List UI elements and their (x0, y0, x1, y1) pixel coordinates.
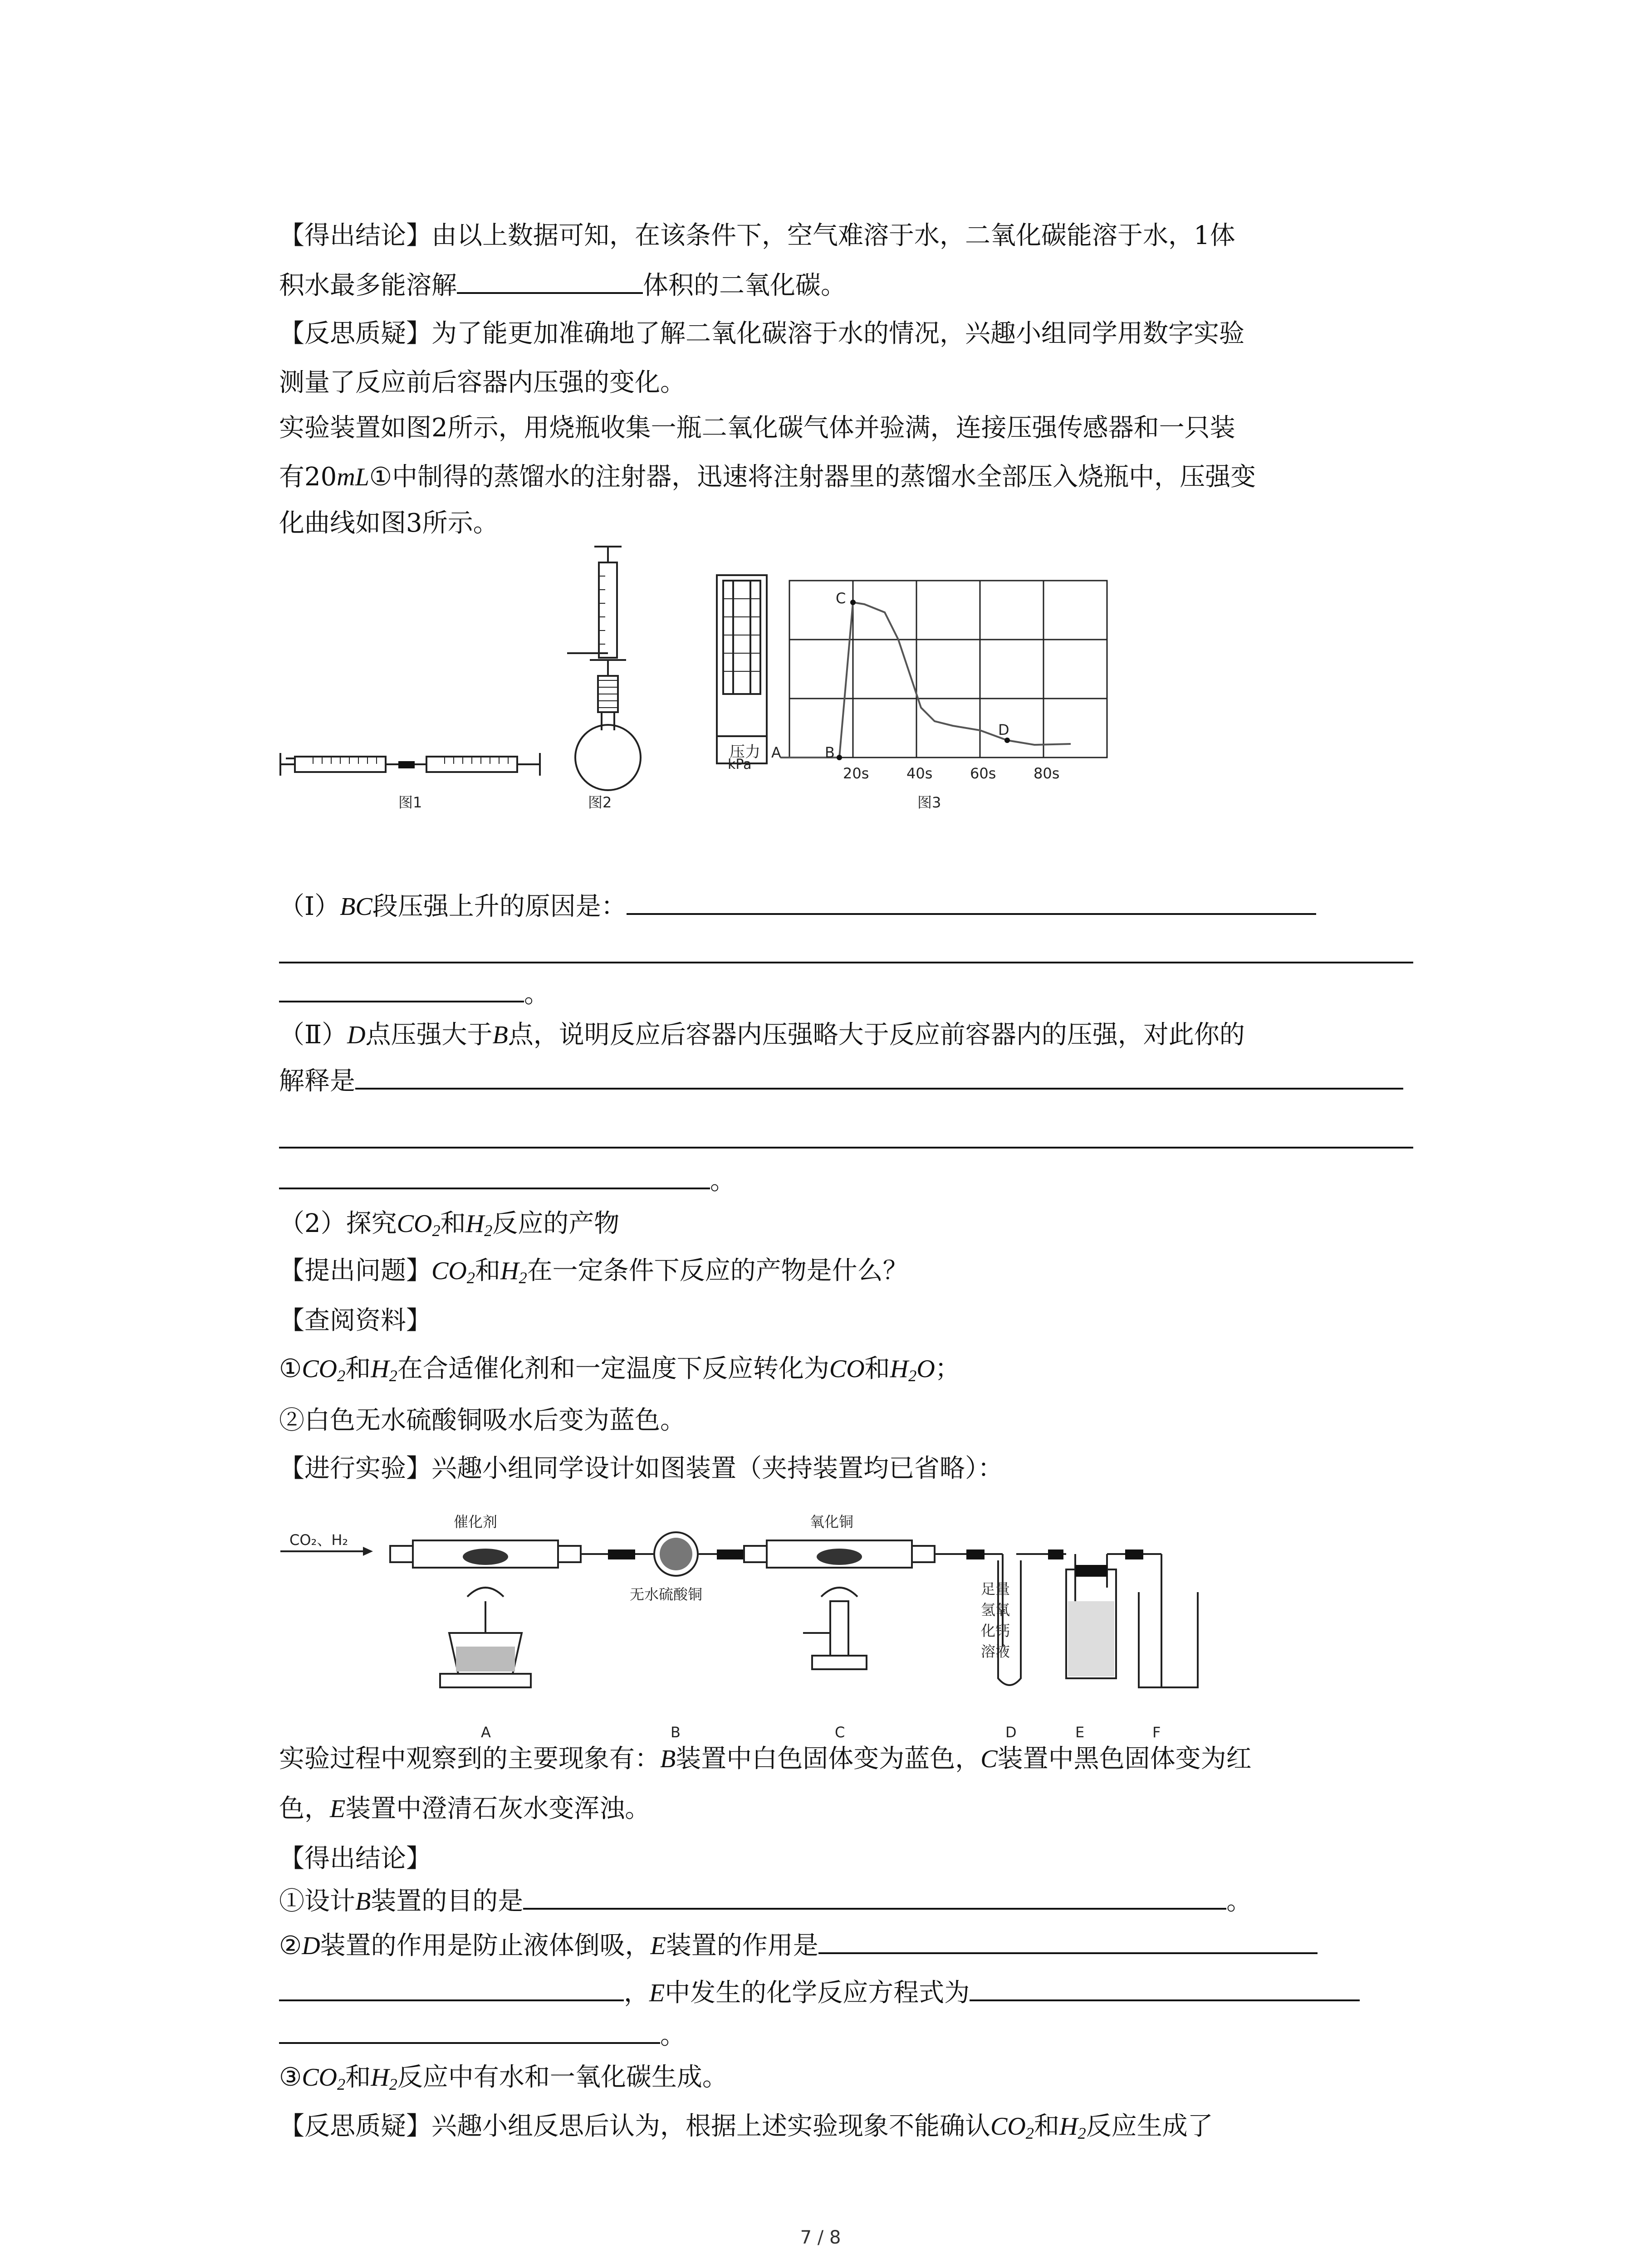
reference-item-1: $①CO_2$和$H_2$在合适催化剂和一定温度下反应转化为CO和$H_2O$； (279, 1354, 960, 1385)
conclusion-title: 【得出结论】 (279, 1844, 431, 1873)
pressure-sensor (717, 575, 767, 763)
apparatus-diagram (277, 1497, 1207, 1710)
question-2-line-2: 解释是 (279, 1061, 1403, 1100)
question-1-line-1: （Ⅰ）BC段压强上升的原因是： (279, 887, 1316, 926)
conclusion-item-2: ②D装置的作用是防止液体倒吸，E装置的作用是 (279, 1926, 1318, 1965)
setup-line-2: 有20mL①中制得的蒸馏水的注射器，迅速将注射器里的蒸馏水全部压入烧瓶中，压强变 (279, 462, 1256, 492)
figure-3-pressure-curve (708, 572, 1125, 789)
answer-line-d-explain-2[interactable] (279, 1147, 1413, 1149)
question-1-line-3: 。 (279, 974, 549, 1013)
beaker-f (1139, 1592, 1198, 1687)
part-2-title: （2）探究$CO_2$和$H_2$反应的产物 (279, 1209, 620, 1240)
apparatus-cuso4-label: 无水硫酸铜 (630, 1586, 703, 1603)
fig3-point-D: D (998, 721, 1009, 738)
apparatus-naoh-label: 足量 氢氧 化钙 溶液 (981, 1580, 1010, 1660)
reference-item-2: ②白色无水硫酸铜吸水后变为蓝色。 (279, 1406, 686, 1435)
station-label-f: F (1152, 1724, 1161, 1741)
apparatus-catalyst-label: 催化剂 (454, 1513, 498, 1530)
answer-blank-d-explain-3[interactable] (279, 1161, 710, 1189)
conclusion-item-2-line-3: 。 (279, 2016, 686, 2055)
sensor-label-pressure: 压力 (730, 743, 760, 761)
figure-2-caption: 图2 (588, 794, 612, 811)
answer-blank-e-equation[interactable] (970, 1973, 1360, 2001)
apparatus-cuo-label: 氧化铜 (810, 1513, 854, 1530)
experiment-intro: 【进行实验】兴趣小组同学设计如图装置（夹持装置均已省略）： (279, 1454, 1003, 1483)
fig3-tick-40s: 40s (906, 765, 933, 782)
fig3-point-A: A (771, 744, 781, 761)
reflection-line-2: 测量了反应前后容器内压强的变化。 (279, 368, 686, 397)
answer-blank-b-purpose[interactable] (523, 1882, 1226, 1910)
station-label-b: B (671, 1724, 681, 1741)
fig3-point-B: B (825, 744, 835, 761)
ask-question-line: 【提出问题】$CO_2$和$H_2$在一定条件下反应的产物是什么？ (279, 1256, 908, 1287)
fig3-tick-60s: 60s (970, 765, 996, 782)
conclusion-line-2: 积水最多能溶解 体积的二氧化碳。 (279, 266, 846, 305)
conclusion-line-1: 【得出结论】由以上数据可知，在该条件下，空气难溶于水，二氧化碳能溶于水，1体 (279, 221, 1235, 250)
conclusion-item-1: ①设计B装置的目的是 。 (279, 1882, 1252, 1921)
answer-blank-e-equation-2[interactable] (279, 2016, 660, 2044)
station-label-e: E (1075, 1724, 1085, 1741)
answer-blank-volume[interactable] (457, 266, 643, 294)
observation-line-2: 色，E装置中澄清石灰水变浑浊。 (279, 1794, 651, 1823)
apparatus-feed-label: CO₂、H₂ (289, 1531, 348, 1549)
station-label-c: C (835, 1724, 845, 1741)
answer-blank-e-role-2[interactable] (279, 1973, 624, 2001)
reflection-line-1: 【反思质疑】为了能更加准确地了解二氧化碳溶于水的情况，兴趣小组同学用数字实验 (279, 319, 1244, 348)
figure-2-flask (558, 540, 658, 794)
sensor-label-unit: kPa (728, 757, 752, 772)
answer-blank-d-explain[interactable] (355, 1061, 1403, 1090)
question-2-line-4: 。 (279, 1161, 735, 1200)
fig3-tick-20s: 20s (843, 765, 869, 782)
answer-blank-e-role[interactable] (818, 1926, 1318, 1954)
observation-line-1: 实验过程中观察到的主要现象有：B装置中白色固体变为蓝色，C装置中黑色固体变为红 (279, 1744, 1252, 1774)
answer-line-bc-reason-2[interactable] (279, 962, 1413, 963)
reference-title: 【查阅资料】 (279, 1306, 431, 1335)
conclusion-item-2-line-2: ，E中发生的化学反应方程式为 (279, 1973, 1360, 2012)
station-label-a: A (481, 1724, 491, 1741)
setup-line-1: 实验装置如图2所示，用烧瓶收集一瓶二氧化碳气体并验满，连接压强传感器和一只装 (279, 413, 1235, 443)
conclusion-item-3: $③CO_2$和$H_2$反应中有水和一氧化碳生成。 (279, 2063, 728, 2094)
setup-line-3: 化曲线如图3所示。 (279, 508, 499, 538)
reflection-final-line: 【反思质疑】兴趣小组反思后认为，根据上述实验现象不能确认$CO_2$和$H_2$反应生成了 (279, 2112, 1213, 2143)
figure-1-caption: 图1 (398, 794, 422, 811)
answer-blank-bc-reason[interactable] (627, 887, 1316, 915)
figure-3-caption: 图3 (917, 794, 941, 811)
answer-blank-bc-reason-3[interactable] (279, 974, 524, 1002)
fig3-tick-80s: 80s (1034, 765, 1060, 782)
station-label-d: D (1005, 1724, 1017, 1741)
figure-1-syringes (277, 744, 549, 785)
question-2-line-1: （Ⅱ）D点压强大于B点，说明反应后容器内压强略大于反应前容器内的压强，对此你的 (279, 1020, 1245, 1050)
fig3-point-C: C (836, 590, 846, 607)
page-number: 7 / 8 (800, 2227, 841, 2248)
